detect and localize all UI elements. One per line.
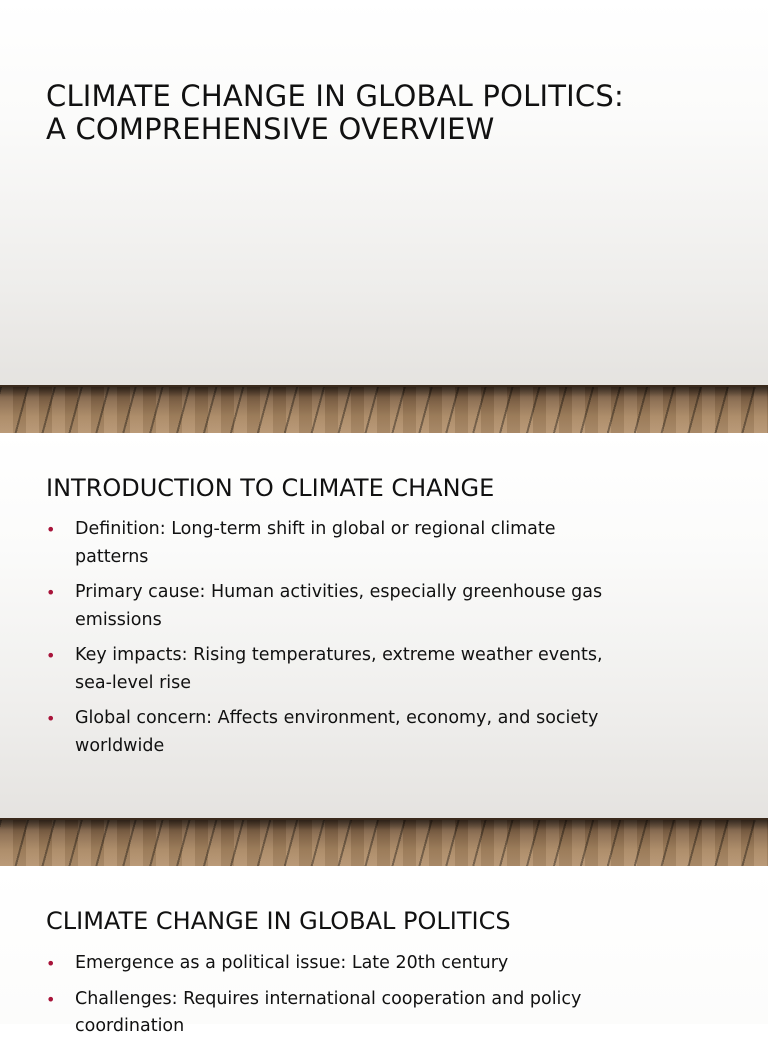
bullet-text-line-1: Definition: Long-term shift in global or regional climate [75,519,556,539]
bullet-text-line-2: sea-level rise [75,672,192,693]
slide-1-floor [0,385,768,435]
bullet-icon: • [46,646,56,665]
bullet-item [46,986,708,1041]
bullet-text-line-1: Key impacts: Rising temperatures, extreme weather events, [75,645,603,665]
bullet-icon: • [46,954,56,973]
bullet-icon: • [46,989,56,1009]
slide-1-title [46,80,728,146]
slide-3-bullet-list [46,950,708,1049]
bullet-icon: • [46,709,56,728]
bullet-item [46,516,708,571]
bullet-text-line-2: patterns [75,546,149,567]
bullet-text-line-1: Emergence as a political issue: Late 20th century [75,953,509,973]
bullet-text-line-2: worldwide [75,735,165,756]
slide-2 [0,433,768,866]
slide-1 [0,0,768,433]
slide-2-floor [0,818,768,868]
bullet-text-line-1: Challenges: Requires international cooperation and policy [75,988,582,1009]
bullet-item [46,705,708,760]
slide-3 [0,866,768,1036]
slide-1-title-line-2: A COMPREHENSIVE OVERVIEW [46,112,495,146]
bullet-text-line-2: emissions [75,609,162,630]
bullet-icon: • [46,520,56,539]
slide-2-heading: INTRODUCTION TO CLIMATE CHANGE [46,474,495,502]
slide-3-heading: CLIMATE CHANGE IN GLOBAL POLITICS [46,907,511,935]
bullet-item [46,642,708,697]
bullet-item [46,950,708,978]
bullet-icon: • [46,583,56,602]
slide-2-bullet-list [46,516,708,768]
bullet-text-line-1: Global concern: Affects environment, economy, and society [75,708,599,728]
slide-1-title-line-1: CLIMATE CHANGE IN GLOBAL POLITICS: [46,79,624,113]
bullet-text-line-1: Primary cause: Human activities, especially greenhouse gas [75,582,603,602]
slide-1-wall [0,0,768,385]
bullet-text-line-2: coordination [75,1016,185,1036]
bullet-item [46,579,708,634]
